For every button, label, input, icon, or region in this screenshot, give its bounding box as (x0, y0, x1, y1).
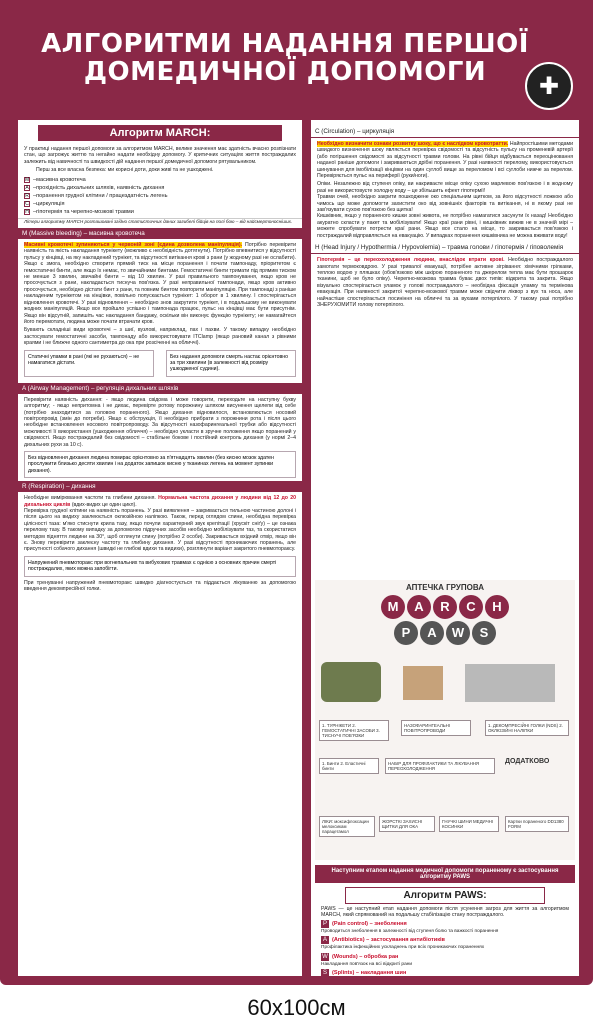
paws-letter: S (322, 970, 327, 976)
section-h-text: Необхідно постраждалого замотати термоковдрою. У разі тривалої евакуації, потрібне активне зігрівання: хімічними грілками, теплою водою у пляшках (обов'язково між шкірою пораненого та джерелом тепла має бути прошарок тканини, щоб не було опіку). Черепно-мозкова травма буває двох типів: відкрита та закрита. Якщо візуально спостерігається уламок у голові постраждалого – необхідна фіксація уламку та термінова евакуація. При наявності закритої черепно-мозкової травми може свідчити ліквор з вух та носа, але найчастіше спостерігається посиніння на обличчі та за вухами потерпілого. У такому разі потрібно ЗНЕРУХОМИТИ голову потерпілого. (317, 257, 573, 308)
section-m-lead: Масивні кровотечі зупиняються у червоній зоні (єдина дозволена маніпуляція). (24, 242, 243, 249)
kit-label-airway: НАЗОФАРИНГЕАЛЬНІ ПОВІТРОПРОВОДИ (401, 720, 471, 736)
march-list-item: R – поранення грудної клітини / працездатність легень (25, 192, 168, 199)
letter-badge: C (459, 595, 483, 619)
letter-badge: R (433, 595, 457, 619)
kit-label-casualty-card: Картки пораненого DD1380 FORM (505, 816, 569, 832)
paws-item-description: Проводиться знеболення в залежності від ступеня болю та важкості поранення (321, 928, 499, 934)
section-a-heading: A (Airway Management) – регуляція дихальних шляхів (18, 383, 302, 394)
group-first-aid-kit (315, 580, 575, 860)
section-r-tail2: При тренуванні напружений пневмоторакс швидко діагностується та піддається лікуванню за допомогою введення декомпресійної голки. (24, 579, 296, 593)
poster-title: АЛГОРИТМИ НАДАННЯ ПЕРШОЇ ДОМЕДИЧНОЇ ДОПОМОГИ (41, 29, 529, 87)
march-letter: H (25, 208, 29, 215)
paws-list-item (315, 968, 575, 976)
march-letter-badges (315, 595, 575, 619)
march-letter: R (25, 192, 29, 199)
section-r-intro (18, 495, 302, 508)
march-list-item: C – циркуляція (25, 200, 65, 207)
section-a-note: Без відновлення дихання людина помирає орієнтовно за п'ятнадцять хвилин (без кисню мозок здатен прослужити близько десяти хвилин і на додаток запишок кисню у тканинах легень на момент зупинки дихання). (24, 451, 296, 478)
section-h-heading: H (Head Injury / Hypothermia / Hypovolemia) – травма голови / гіпотермія / гіповолемія (311, 242, 579, 254)
section-m-heading: M (Massive bleeding) – масивна кровотеча (18, 228, 302, 239)
paws-item-title: (Pain control) – знеболення (332, 920, 407, 927)
paws-section (315, 885, 575, 976)
section-c-eyes: Травми очей, необхідно закрити пошкоджене око спеціальним щитком, за його відсутності ложкою або чимось що може допомогти захистити око від зовнішніх факторів та витікання, ні в якому разі не зав'язувати сухою пов'язкою без щитка! (317, 194, 573, 214)
decompression-illustration (465, 664, 555, 702)
march-heading: Алгоритм MARCH: (38, 125, 282, 141)
letter-badge: W (446, 621, 470, 645)
paws-list-item (315, 919, 575, 929)
march-letter: M (25, 176, 30, 183)
airway-illustration (403, 666, 443, 700)
paws-intro: PAWS — це наступний етап надання допомоги після усунення загроз для життя за алгоритмом MARCH, який спрямований на подальшу стабілізацію стану постраждалого. (321, 906, 569, 919)
section-m-note-left: Статичні упамки в рані (які не рухаються) – не намагатися дістати. (24, 350, 154, 377)
march-letter: C (25, 200, 29, 207)
paws-item-description: Накладання пов'язок на всі відкриті рани (321, 961, 413, 967)
march-list-item: H – гіпотермія та черепно-мозкові травми (25, 208, 134, 215)
paws-list (315, 919, 575, 976)
section-m-body (18, 242, 302, 325)
safety-note: Перш за все власна безпека: ми корисні доти, доки живі та не ушкоджені. (36, 167, 214, 174)
paws-item-title: (Wounds) – обробка ран (332, 953, 399, 960)
paws-item-description: Профілактика інфекційних ускладнень при всіх проникаючих пораненнях (321, 945, 485, 951)
paws-item-title: (Antibiotics) – застосування антибіотиків (332, 937, 445, 944)
letter-badge: H (485, 595, 509, 619)
paws-item-title: (Splints) – накладання шин (332, 970, 407, 976)
section-r-lead: Необхідне вимірювання частоти та глибини дихання. (24, 495, 156, 502)
section-r-normal-rate: Нормальна частота дихання у людини від 12 до 20 дихальних циклів (24, 495, 296, 508)
kit-label-splints: ГНУЧКІ ШИНИ МЕДИЧНІ КОСИНКИ (439, 816, 499, 832)
section-m-text: Потрібно перевірити наявність та якість накладання турнікету (можливо є необхідність дотягнути). Потрібно впевнитися у відсутності пульсу у кінцівці, на яку накладений турнікет, та відсутності витікання крові з рани (у жодному разі не ослабити). Якщо є змога, необхідно створити прямий тиск на місце поранення і почати тампонаду, пріоритетом є гемостатичні бинти, але якщо їх немає, то звичайними бинтами. Гемостатичні бинти тримати під прямим тиском не менше 3 хвилин, звичайні бинти – від 10 хвилин. У разі правильного тампонування, якщо кров не просочується з рани, накладається тиснуча пов'язка. У разі неправильної тампонади, якщо кров активно просочується, необхідно дістати бинт з рани, та повним бинтом повторити маніпуляцію. При тампонаді з раніше накладеним турнікетом на кінцівки, повільно попускається турнікет: 1 оборот в 1 хвилину. І спостерігається відновлення кровотечі. У разі відновлення – необхідно знов закрутити турнікет, і в подальшому не виконувати жодних маніпуляцій. Якщо все пройшло успішно і тампонада працює, пульс на кінцівці має бути присутнім. Якщо він відсутній, запишіть час накладання бандажу, оскільки він виконує функцію турнікету; не намагайтеся його перемотати, людина може почати втрачати кров. (24, 242, 296, 325)
letter-badge: S (472, 621, 496, 645)
left-column (18, 120, 302, 976)
march-list-item: A – прохідність дихальних шляхів, наявність дихання (25, 184, 165, 191)
section-r-tail: (вдих-видих це один цикл). (71, 501, 137, 508)
paws-letter: A (322, 937, 327, 944)
paws-letter: P (322, 920, 327, 927)
paws-banner: Наступним етапом надання медичної допомоги пораненому є застосування алгоритму PAWS (315, 865, 575, 883)
kit-label-chest: 1. ДЕКОМПРЕСІЙНІ ГОЛКИ (NDS) 2. ОКЛЮЗІЙНІ НАЛІПКИ (485, 720, 569, 736)
paws-list-item (315, 952, 575, 962)
section-r-body: Перевірка грудної клітини на наявність поранень. У разі виявлення – закривається тильною частиною долоні і після цього на видиху заклеюється оклюзійною наліпкою. Також, перед оглядом спини, необхідна перевірка цілісності таза: м'яко стиснути крила тазу, якщо почули характерний звук крепітації (хрускіт сніґу) – це ознака перелому тазу. В такому випадку за допомогою підручних засобів необхідно мобілізувати таз, та скористатися методом підняття людини на 30°, щоб оглянути спину (потрібно 2 особи). Закривається вхідний отвір, якщо він є. Знову перевірити заклеєну частоту та глибину дихання. У разі відсутності проникаючих поранень, але присутності собачого дихання (швидкі не глибокі вдихи та видихи), розглянути варіант закритого пневмотораксу. (24, 508, 296, 553)
kit-heading: АПТЕЧКА ГРУПОВА (405, 583, 485, 592)
tactical-medicine-logo: ✚ (525, 62, 573, 110)
kit-label-hypothermia: НАБІР ДЛЯ ПРОФІЛАКТИКИ ТА ЛІКУВАННЯ ПЕРЕОХОЛОДЖЕННЯ (385, 758, 495, 774)
march-letter: A (25, 184, 29, 191)
letter-badge: P (394, 621, 418, 645)
march-letter-description: гіпотермія та черепно-мозкові травми (36, 208, 134, 215)
section-r-heading: R (Respiration) – дихання (18, 481, 302, 492)
letter-badge: A (407, 595, 431, 619)
section-h-body (311, 257, 579, 308)
march-footnote: Літери алгоритму MARCH розташовані згідно статистичних даних загибелі бійців на полі бою – від найсмертоносніших. (18, 218, 302, 225)
paws-letter: W (322, 953, 328, 960)
paws-list-item (315, 935, 575, 945)
section-c-body (311, 141, 579, 179)
march-letter-description: циркуляція (36, 200, 65, 207)
march-list-item: M – масивна кровотеча (25, 176, 86, 183)
right-column (311, 120, 579, 976)
tourniquet-illustration (321, 662, 381, 702)
section-m-note-right: Без надання допомоги смерть настає орієнтовно за три хвилини (в залежності від розміру ушкодженої судини). (166, 350, 296, 377)
section-h-lead: Гіпотермія – це переохолодження людини, внаслідок втрати крові. (317, 257, 505, 264)
section-m-notes (18, 347, 302, 380)
kit-label-eye-shields: ЖОРСТКІ ЗАХИСНІ ЩИТКИ ДЛЯ ОКА (379, 816, 435, 832)
kit-label-meds: ЛІКИ: моксифлоксацин мелоксикам парацетамол (319, 816, 375, 837)
section-m-junctional: Бувають складніші види кровотечі – з шиї, вузлові, наприклад, пах і пахви. У такому випадку необхідно застосувати гемостатичні засоби, тампонаду або використовувати ITClamp (якщо рановий канал з рівними краями і не ближче одного сантиметра до ока при розсіченні на обличчі). (24, 327, 296, 347)
kit-label-bleeding: 1. ТУРНІКЕТИ 2. ГЕМОСТАТИЧНІ ЗАСОБИ 3. ТИСНУЧІ ПОВ'ЯЗКИ (319, 720, 389, 741)
section-c-text: Найпростішими методами швидкого визначення шоку являється перевірка свідомості та відсутність пульсу на променевій артерії (або погіршення свідомості за відсутності травми голови. На рівні бійця відбувається переоцінювання наданої раніше допомоги і закриваються дрібні поранення. У разі наявності перелому, використовується шинування для імобілізації кінцівки на один суглоб вище за переломом і всі суглоби нижче за перелом. Перевіряється пульс на периферії (руки/ноги). (317, 141, 573, 180)
kit-additional-label: ДОДАТКОВО (505, 758, 550, 765)
march-letter-description: поранення грудної клітини / працездатність легень (36, 192, 168, 199)
march-intro: У практиці надання першої допомоги за алгоритмом MARCH, велике значення має здатність вчасно розпізнати стан, що загрожує життю та негайно надати необхідну допомогу. У критичних ситуаціях життя постраждалих залежить від навичності та швидкості дій надання першої домедичної допомоги рятувальником. (24, 146, 296, 165)
paws-heading: Алгоритм PAWS: (345, 887, 545, 904)
march-list (18, 176, 302, 216)
paws-letter-badges (315, 621, 575, 645)
section-c-burns: Опіки. Незалежно від ступеня опіку, ви накриваєте місце опіку сухою марлевою пов'язкою і в жодному разі не використовуєте холодну воду – це збільшить ефект гіпотермії! (317, 181, 573, 194)
kit-label-bandages: 1. Бинти 2. Еластичні бинти (319, 758, 379, 774)
kit-items-illustration (315, 656, 575, 716)
section-a-body: Перевірити наявність дихання: - якщо людина свідома і може говорити, переходьте на наступну букву алгоритму; - якщо непритомна і не дихає, перевірте ротову порожнину шляхом висунення щелепи від себе (потрібно знаходитися за головою пораненого). Якщо дихання відновилося, встановлюється носовий повітропровід (змін до потреби). Якщо є обструкція, її необхідно прибрати з порожнини рота і після цього необхідне встановлення носового повітропроводу. За відсутності назофарингеальної трубки або відсутності можливості її використання (ушкодження обличчя) – необхідно укласти в зручне положення якщо поранений у свідомості. Якщо постраждалий без свідомості – стабільне бокове і постійний контроль дихання (у нормі 2–4 дихальних рухи за 10 с). (24, 396, 296, 448)
section-r-note: Напружений пневмоторакс при вогнепальних та вибухових травмах є однією з основних причин смерті постраждалих, яких можна запобігти. (24, 556, 296, 577)
section-c-heading: C (Circulation) – циркуляція (311, 126, 579, 138)
march-letter-description: прохідність дихальних шляхів, наявність дихання (36, 184, 165, 191)
march-letter-description: масивна кровотеча (36, 176, 86, 183)
section-c-lead: Необхідно визначити ознаки розвитку шоку, що є наслідком кровотратти. (317, 141, 509, 147)
letter-badge: A (420, 621, 444, 645)
section-c-bowel: Кишківник, якщо у пораненого кишки зовні живота, не потрібно намагатися засунути їх назад! Необхідно акуратно скласти у пакет та мобілізувати! Якщо краї рани рівні, і кишківник вижив не в значній мірі – можете спробувати потрести краї рани. Якщо все стало на місце, то закривається пов'язкою і постраждалий відправляється на евакуацію. У випадках поранення кишківника не можна вживати воду! (317, 213, 573, 239)
poster-size-label: 60х100см (247, 995, 346, 1020)
letter-badge: M (381, 595, 405, 619)
